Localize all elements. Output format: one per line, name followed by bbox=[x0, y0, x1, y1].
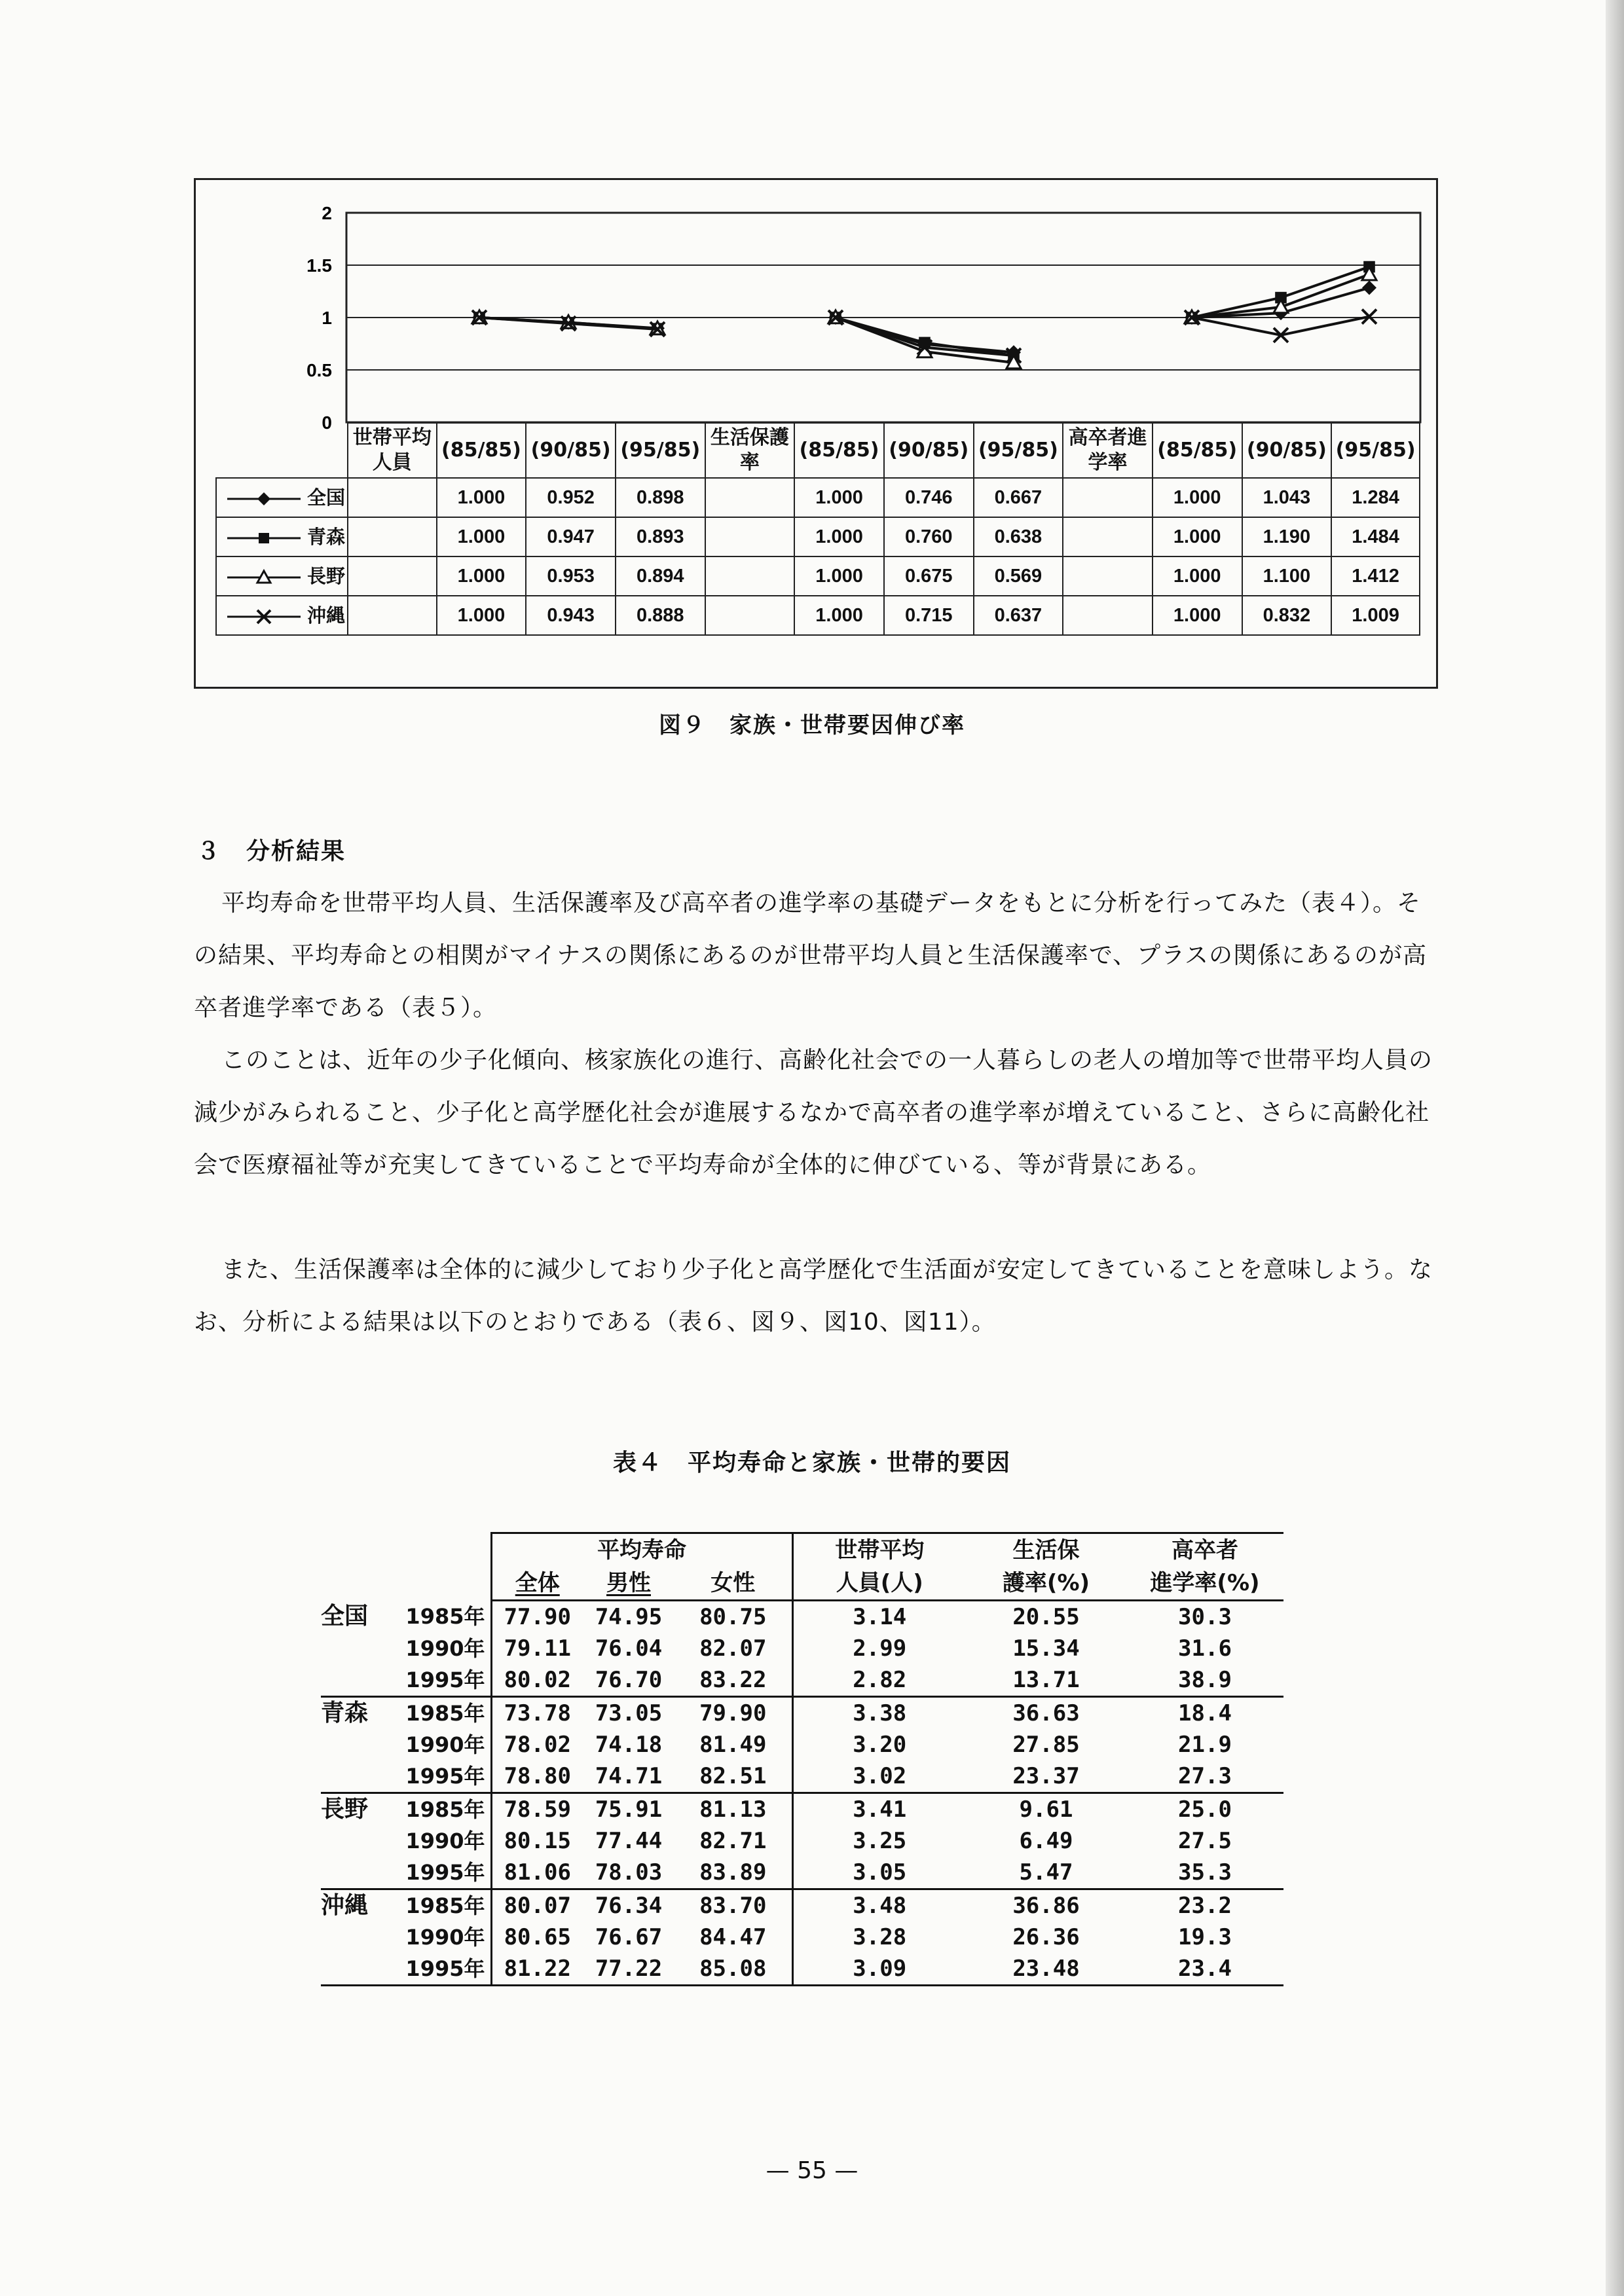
data-value: 1.000 bbox=[1153, 517, 1242, 556]
paragraph bbox=[194, 877, 1438, 1034]
table-cell: 3.09 bbox=[792, 1953, 966, 1986]
year-label: 1995年 bbox=[386, 1760, 491, 1793]
table-cell: 36.63 bbox=[1012, 1700, 1080, 1726]
data-value: 0.943 bbox=[526, 596, 616, 635]
header-male: 男性 bbox=[583, 1567, 674, 1601]
year-label: 1990年 bbox=[405, 1829, 485, 1853]
table-cell: 78.03 bbox=[583, 1857, 674, 1889]
year-label: 1990年 bbox=[405, 1732, 485, 1757]
table-cell: 82.71 bbox=[699, 1828, 767, 1854]
table-row bbox=[321, 1760, 1283, 1793]
table-cell: 3.14 bbox=[792, 1601, 966, 1633]
table-cell: 3.28 bbox=[792, 1922, 966, 1953]
data-value: 1.000 bbox=[794, 517, 884, 556]
legend-entry: 長野 bbox=[216, 556, 348, 596]
table-cell: 78.59 bbox=[491, 1793, 583, 1826]
table-cell: 31.6 bbox=[1178, 1635, 1232, 1662]
year-label: 1985年 bbox=[405, 1701, 485, 1726]
table-row bbox=[321, 1889, 1283, 1922]
header-welfare-1: 生活保 bbox=[966, 1533, 1126, 1567]
paragraph-text: 平均寿命を世帯平均人員、生活保護率及び高卒者の進学率の基礎データをもとに分析を行ってみた（表４）。その結果、平均寿命との相関がマイナスの関係にあるのが世帯平均人員と生活保護率で、プラスの関係にあるのが高卒者進学率である（表５）。 bbox=[194, 890, 1428, 1021]
table-row bbox=[321, 1922, 1283, 1953]
data-value: 1.000 bbox=[437, 556, 526, 596]
paragraph-text: また、生活保護率は全体的に減少しており少子化と高学歴化で生活面が安定してきていることを意味しよう。なお、分析による結果は以下のとおりである（表６、図９、図10、図11）。 bbox=[194, 1256, 1433, 1336]
period-label: (90/85) bbox=[526, 423, 616, 478]
chart-data-table bbox=[215, 422, 1420, 636]
data-value: 0.952 bbox=[526, 478, 616, 517]
data-value: 0.898 bbox=[616, 478, 705, 517]
header-female: 女性 bbox=[674, 1567, 792, 1601]
header-total: 全体 bbox=[491, 1567, 583, 1601]
data-value: 0.715 bbox=[884, 596, 974, 635]
table-cell: 3.20 bbox=[792, 1729, 966, 1760]
data-value: 1.043 bbox=[1242, 478, 1332, 517]
table-cell: 27.85 bbox=[1012, 1732, 1080, 1758]
data-value: 0.894 bbox=[616, 556, 705, 596]
data-value: 0.947 bbox=[526, 517, 616, 556]
table-cell: 81.49 bbox=[699, 1732, 767, 1758]
period-label: (85/85) bbox=[437, 423, 526, 478]
data-value: 1.000 bbox=[437, 478, 526, 517]
figure-caption: 図９ 家族・世帯要因伸び率 bbox=[659, 712, 965, 738]
data-value: 1.484 bbox=[1331, 517, 1420, 556]
table-cell: 77.90 bbox=[491, 1601, 583, 1633]
header-life-expectancy: 平均寿命 bbox=[491, 1533, 792, 1567]
table-cell: 36.86 bbox=[1012, 1893, 1080, 1919]
data-value: 1.000 bbox=[437, 517, 526, 556]
data-value: 1.000 bbox=[437, 596, 526, 635]
table-cell: 83.89 bbox=[674, 1857, 792, 1889]
legend-entry: 全国 bbox=[216, 478, 348, 517]
table-row bbox=[321, 1953, 1283, 1986]
table-cell: 73.78 bbox=[491, 1697, 583, 1730]
table-row bbox=[321, 1729, 1283, 1760]
table-cell: 19.3 bbox=[1178, 1924, 1232, 1950]
table-cell: 3.25 bbox=[792, 1825, 966, 1857]
group-label: 世帯平均人員 bbox=[348, 423, 437, 478]
table-cell: 80.75 bbox=[699, 1604, 767, 1630]
table-cell: 25.0 bbox=[1178, 1796, 1232, 1823]
table-cell: 83.22 bbox=[674, 1664, 792, 1697]
region-label: 沖縄 bbox=[321, 1892, 369, 1919]
table-cell: 5.47 bbox=[966, 1857, 1126, 1889]
data-value: 0.667 bbox=[974, 478, 1063, 517]
data-value: 1.000 bbox=[794, 556, 884, 596]
marker-diamond bbox=[1362, 281, 1376, 295]
table-cell: 79.11 bbox=[491, 1633, 583, 1664]
table-row bbox=[321, 1633, 1283, 1664]
legend-marker-square-icon bbox=[225, 528, 303, 548]
region-label: 青森 bbox=[321, 1700, 369, 1726]
period-label: (90/85) bbox=[884, 423, 974, 478]
table-cell: 3.02 bbox=[792, 1760, 966, 1793]
data-value: 0.569 bbox=[974, 556, 1063, 596]
group-label: 生活保護率 bbox=[705, 423, 795, 478]
data-value: 0.675 bbox=[884, 556, 974, 596]
year-label: 1990年 bbox=[405, 1636, 485, 1661]
data-value: 1.009 bbox=[1331, 596, 1420, 635]
year-label: 1995年 bbox=[386, 1857, 491, 1889]
table-cell: 23.48 bbox=[966, 1953, 1126, 1986]
table-cell: 77.22 bbox=[583, 1953, 674, 1986]
table-cell: 74.71 bbox=[583, 1760, 674, 1793]
table-cell: 82.07 bbox=[699, 1635, 767, 1662]
header-highschool-2: 進学率(%) bbox=[1126, 1567, 1283, 1601]
y-tick-label: 0.5 bbox=[306, 360, 332, 380]
marker-diamond bbox=[257, 492, 270, 505]
table-cell: 80.07 bbox=[491, 1889, 583, 1922]
table-cell: 77.44 bbox=[595, 1828, 663, 1854]
region-label: 長野 bbox=[321, 1796, 369, 1823]
section-heading: ３ 分析結果 bbox=[196, 838, 346, 865]
group-label: 高卒者進学率 bbox=[1063, 423, 1153, 478]
data-value: 0.893 bbox=[616, 517, 705, 556]
data-value: 1.412 bbox=[1331, 556, 1420, 596]
year-label: 1985年 bbox=[405, 1797, 485, 1822]
period-label: (85/85) bbox=[794, 423, 884, 478]
table-row bbox=[321, 1793, 1283, 1826]
region-label: 全国 bbox=[321, 1603, 369, 1630]
table-cell: 23.2 bbox=[1178, 1893, 1232, 1919]
data-value: 0.638 bbox=[974, 517, 1063, 556]
table-cell: 21.9 bbox=[1178, 1732, 1232, 1758]
data-value: 0.760 bbox=[884, 517, 974, 556]
table-cell: 73.05 bbox=[595, 1700, 663, 1726]
table-row bbox=[321, 1601, 1283, 1633]
table-cell: 27.5 bbox=[1178, 1828, 1232, 1854]
table-cell: 6.49 bbox=[1019, 1828, 1073, 1854]
table-cell: 76.67 bbox=[595, 1924, 663, 1950]
header-household-size-1: 世帯平均 bbox=[792, 1533, 966, 1567]
table-cell: 81.06 bbox=[491, 1857, 583, 1889]
table-cell: 23.4 bbox=[1126, 1953, 1283, 1986]
legend-marker-x-icon bbox=[225, 607, 303, 627]
y-tick-label: 1 bbox=[322, 308, 332, 328]
data-value: 1.000 bbox=[1153, 478, 1242, 517]
table-cell: 30.3 bbox=[1178, 1604, 1232, 1630]
data-value: 0.888 bbox=[616, 596, 705, 635]
legend-entry: 青森 bbox=[216, 517, 348, 556]
table-cell: 38.9 bbox=[1126, 1664, 1283, 1697]
table-cell: 78.80 bbox=[491, 1760, 583, 1793]
table-cell: 80.15 bbox=[491, 1825, 583, 1857]
table-cell: 84.47 bbox=[699, 1924, 767, 1950]
data-value: 1.000 bbox=[794, 478, 884, 517]
period-label: (95/85) bbox=[616, 423, 705, 478]
table-cell: 76.34 bbox=[595, 1893, 663, 1919]
legend-entry: 沖縄 bbox=[216, 596, 348, 635]
table-cell: 81.13 bbox=[699, 1796, 767, 1823]
page-edge-shadow bbox=[1606, 0, 1624, 2296]
table-cell: 74.95 bbox=[595, 1604, 663, 1630]
period-label: (95/85) bbox=[974, 423, 1063, 478]
header-welfare-2: 護率(%) bbox=[966, 1567, 1126, 1601]
year-label: 1995年 bbox=[386, 1664, 491, 1697]
table-cell: 75.91 bbox=[595, 1796, 663, 1823]
paragraph bbox=[194, 1034, 1438, 1192]
table-cell: 78.02 bbox=[491, 1729, 583, 1760]
y-tick-label: 2 bbox=[322, 203, 332, 223]
y-tick-label: 1.5 bbox=[306, 255, 332, 276]
table-cell: 18.4 bbox=[1178, 1700, 1232, 1726]
table-cell: 3.38 bbox=[792, 1697, 966, 1730]
data-value: 1.284 bbox=[1331, 478, 1420, 517]
table-row bbox=[321, 1857, 1283, 1889]
table-cell: 13.71 bbox=[966, 1664, 1126, 1697]
year-label: 1985年 bbox=[405, 1893, 485, 1918]
page-number: — 55 — bbox=[766, 2157, 858, 2184]
table-cell: 23.37 bbox=[966, 1760, 1126, 1793]
header-household-size-2: 人員(人) bbox=[792, 1567, 966, 1601]
data-value: 0.746 bbox=[884, 478, 974, 517]
table-cell: 85.08 bbox=[674, 1953, 792, 1986]
table-cell: 26.36 bbox=[1012, 1924, 1080, 1950]
period-label: (90/85) bbox=[1242, 423, 1332, 478]
table-cell: 83.70 bbox=[699, 1893, 767, 1919]
table-row bbox=[321, 1697, 1283, 1730]
table-cell: 80.02 bbox=[491, 1664, 583, 1697]
table-cell: 3.05 bbox=[792, 1857, 966, 1889]
growth-rate-chart bbox=[196, 180, 1440, 433]
table-cell: 76.04 bbox=[595, 1635, 663, 1662]
table-cell: 3.48 bbox=[792, 1889, 966, 1922]
table-cell: 15.34 bbox=[1012, 1635, 1080, 1662]
table-cell: 2.99 bbox=[792, 1633, 966, 1664]
table-cell: 76.70 bbox=[583, 1664, 674, 1697]
table-cell: 74.18 bbox=[595, 1732, 663, 1758]
header-highschool-1: 高卒者 bbox=[1126, 1533, 1283, 1567]
legend-marker-triangle-icon bbox=[225, 568, 303, 587]
data-value: 1.000 bbox=[1153, 596, 1242, 635]
table-cell: 35.3 bbox=[1126, 1857, 1283, 1889]
data-value: 0.637 bbox=[974, 596, 1063, 635]
paragraph-text: このことは、近年の少子化傾向、核家族化の進行、高齢化社会での一人暮らしの老人の増加等で世帯平均人員の減少がみられること、少子化と高学歴化社会が進展するなかで高卒者の進学率が増えていること、さらに高齢化社会で医療福祉等が充実してきていることで平均寿命が全体的に伸びている、等が背景にある。 bbox=[194, 1047, 1433, 1178]
data-value: 1.000 bbox=[794, 596, 884, 635]
table-cell: 9.61 bbox=[1019, 1796, 1073, 1823]
year-label: 1995年 bbox=[386, 1953, 491, 1986]
table-cell: 81.22 bbox=[491, 1953, 583, 1986]
data-value: 0.832 bbox=[1242, 596, 1332, 635]
period-label: (85/85) bbox=[1153, 423, 1242, 478]
year-label: 1985年 bbox=[405, 1604, 485, 1630]
table-cell: 82.51 bbox=[674, 1760, 792, 1793]
table-row bbox=[321, 1664, 1283, 1697]
table-cell: 2.82 bbox=[792, 1664, 966, 1697]
table-row bbox=[321, 1825, 1283, 1857]
table-cell: 3.41 bbox=[792, 1793, 966, 1826]
data-value: 1.190 bbox=[1242, 517, 1332, 556]
y-tick-label: 0 bbox=[322, 412, 332, 433]
legend-marker-diamond-icon bbox=[225, 489, 303, 509]
table-cell: 27.3 bbox=[1126, 1760, 1283, 1793]
period-label: (95/85) bbox=[1331, 423, 1420, 478]
table-cell: 20.55 bbox=[1012, 1604, 1080, 1630]
table-cell: 79.90 bbox=[699, 1700, 767, 1726]
data-value: 1.000 bbox=[1153, 556, 1242, 596]
paragraph bbox=[194, 1244, 1438, 1349]
year-label: 1990年 bbox=[405, 1925, 485, 1950]
marker-square bbox=[259, 533, 269, 543]
table-cell: 80.65 bbox=[491, 1922, 583, 1953]
figure-9 bbox=[194, 178, 1438, 689]
table-title: 表４ 平均寿命と家族・世帯的要因 bbox=[612, 1449, 1011, 1476]
data-value: 1.100 bbox=[1242, 556, 1332, 596]
data-value: 0.953 bbox=[526, 556, 616, 596]
table-4 bbox=[321, 1532, 1283, 1986]
